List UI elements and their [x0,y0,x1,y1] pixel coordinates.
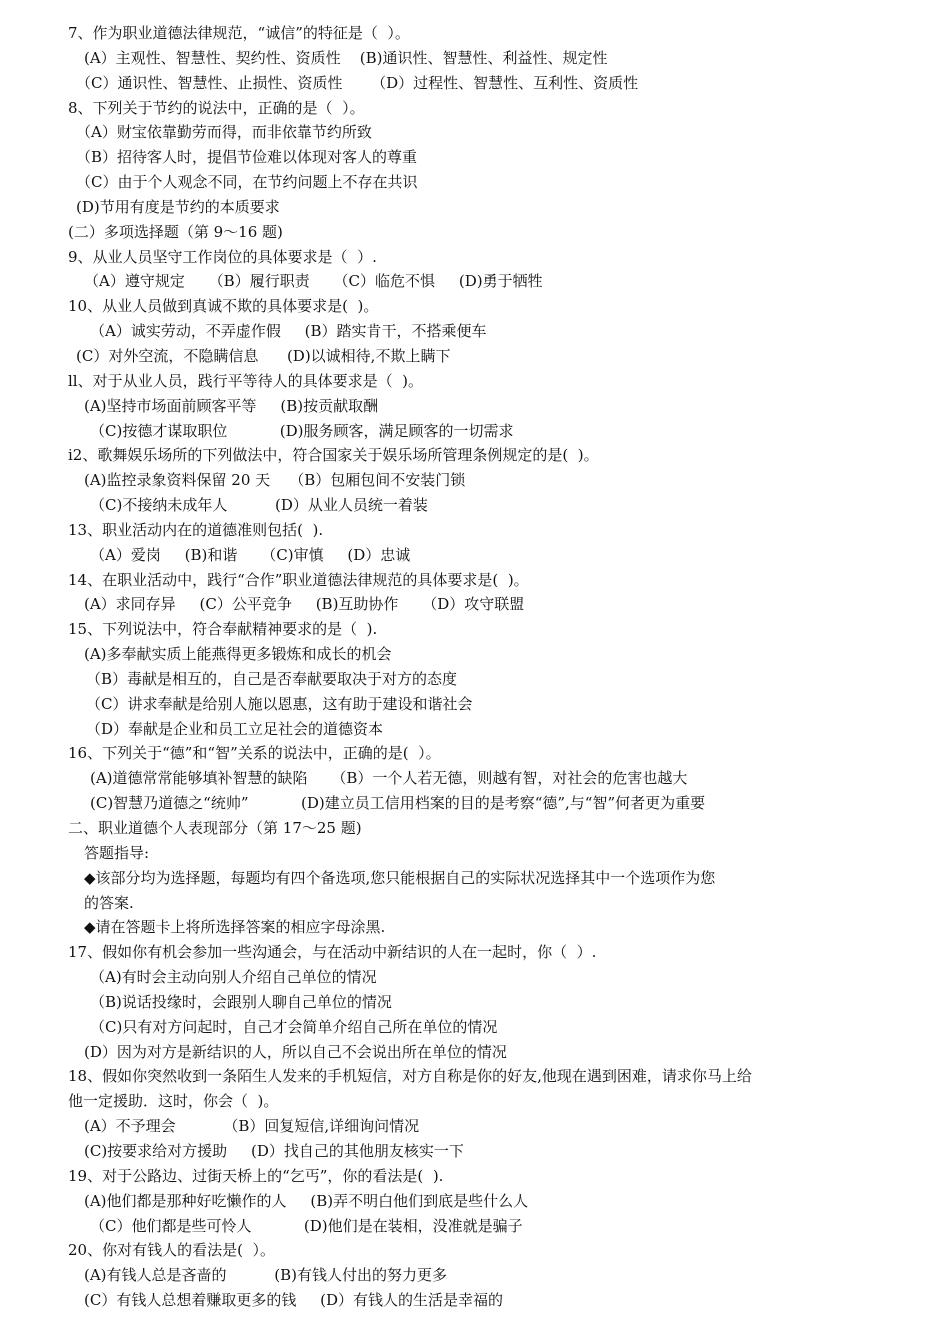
question-12: i2、歌舞娱乐场所的下列做法中，符合国家关于娱乐场所管理条例规定的是( )。 [68,446,599,465]
question-17-option-b: （B)说话投缘时，会跟别人聊自己单位的情况 [90,992,392,1011]
question-8-option-c: （C）由于个人观念不同，在节约问题上不存在共识 [76,173,418,192]
question-9-options: （A）遵守规定 （B）履行职责 （C）临危不惧 (D)勇于牺牲 [84,272,543,291]
question-17-option-d: (D）因为对方是新结识的人，所以自己不会说出所在单位的情况 [84,1042,507,1061]
question-19: 19、对于公路边、过街天桥上的“乞丐”，你的看法是( ). [68,1166,444,1185]
question-20-options-ab: (A)有钱人总是吝啬的 (B)有钱人付出的努力更多 [84,1266,447,1285]
question-17-option-c: （C)只有对方问起时，自己才会简单介绍自己所在单位的情况 [90,1017,498,1036]
question-18-options-ab: (A）不予理会 （B）回复短信,详细询问情况 [84,1117,420,1136]
question-11: ll、对于从业人员，践行平等待人的具体要求是（ )。 [68,371,423,390]
question-13: 13、职业活动内在的道德准则包括( ). [68,520,324,539]
question-15: 15、下列说法中，符合奉献精神要求的是（ ). [68,620,378,639]
question-8-option-a: （A）财宝依靠勤劳而得，而非依靠节约所致 [76,123,372,142]
question-13-options: （A）爱岗 (B)和谐 （C)审慎 (D）忠诚 [90,545,411,564]
question-18: 18、假如你突然收到一条陌生人发来的手机短信，对方自称是你的好友,他现在遇到困难，请求你马上给 [68,1067,752,1086]
question-19-options-ab: (A)他们都是那种好吃懒作的人 (B)弄不明白他们到底是些什么人 [84,1191,529,1210]
question-14: 14、在职业活动中，践行“合作”职业道德法律规范的具体要求是( )。 [68,570,529,589]
question-11-options-ab: (A)坚持市场面前顾客平等 (B)按贡献取酬 [84,396,379,415]
question-10-options-cd: (C）对外空流，不隐瞒信息 (D)以诚相待,不欺上瞒下 [76,346,451,365]
question-9: 9、从业人员坚守工作岗位的具体要求是（ ）. [68,247,377,266]
question-17-option-a: （A)有时会主动向别人介绍自己单位的情况 [90,968,377,987]
question-7-options-cd: （C）通识性、智慧性、止损性、资质性 （D）过程性、智慧性、互利性、资质性 [76,73,639,92]
question-15-option-b: （B）毒献是相互的，自己是否奉献要取决于对方的态度 [86,669,458,688]
section-personal-performance-heading: 二、职业道德个人表现部分（第 17～25 题) [68,819,362,837]
question-11-options-cd: （C)按德才谋取职位 (D)服务顾客，满足顾客的一切需求 [90,421,514,440]
question-12-options-cd: （C)不接纳未成年人 (D）从业人员统一着装 [90,496,428,515]
question-15-option-d: （D）奉献是企业和员工立足社会的道德资本 [86,719,384,738]
question-8-option-b: （B）招待客人时，提倡节俭难以体现对客人的尊重 [76,148,418,167]
question-18-continued: 他一定援助．这时，你会（ )。 [68,1092,279,1111]
question-10: 10、从业人员做到真诚不欺的具体要求是( )。 [68,297,379,316]
question-17: 17、假如你有机会参加一些沟通会，与在活动中新结识的人在一起时，你（ ）. [68,943,597,962]
question-16: 16、下列关于“德”和“智”关系的说法中，正确的是( ）。 [68,744,441,763]
answer-guide-item-1-continued: 的答案. [84,893,134,912]
question-18-options-cd: (C)按要求给对方援助 (D）找自己的其他朋友核实一下 [84,1141,464,1160]
answer-guide-item-1: ◆该部分均为选择题，每题均有四个备选项,您只能根据自己的实际状况选择其中一个选项作为您 [84,868,716,887]
question-20-options-cd: (C）有钱人总想着赚取更多的钱 (D）有钱人的生活是幸福的 [84,1291,504,1310]
question-14-options: (A）求同存异 (C）公平竞争 (B)互助协作 （D）攻守联盟 [84,595,525,614]
answer-guide-label: 答题指导: [84,843,150,862]
question-7: 7、作为职业道德法律规范，“诚信”的特征是（ ）。 [68,24,410,42]
exam-document [0,21,950,1313]
question-19-options-cd: （C）他们都是些可怜人 (D)他们是在装相，没准就是骗子 [90,1216,523,1235]
answer-guide-item-2: ◆请在答题卡上将所选择答案的相应字母涂黑. [84,918,386,937]
question-12-options-ab: (A)监控录象资料保留 20 天 （B）包厢包间不安装门锁 [84,471,466,490]
question-15-option-a: (A)多奉献实质上能燕得更多锻炼和成长的机会 [84,645,392,664]
section-multiple-choice-heading: (二）多项选择题（第 9～16 题) [68,222,283,241]
question-20: 20、你对有钱人的看法是( ）。 [68,1241,275,1260]
question-8-option-d: (D)节用有度是节约的本质要求 [76,197,280,216]
question-16-options-ab: (A)道德常常能够填补智慧的缺陷 （B）一个人若无德，则越有智，对社会的危害也越大 [90,769,688,788]
question-16-options-cd: (C)智慧乃道德之“统帅” (D)建立员工信用档案的目的是考察“德”,与“智”何者更为重要 [90,794,706,813]
question-10-options-ab: （A）诚实劳动，不弄虚作假 (B）踏实肯干，不搭乘便车 [90,322,487,341]
question-8: 8、下列关于节约的说法中，正确的是（ ）。 [68,98,365,117]
question-15-option-c: （C）讲求奉献是给别人施以恩惠，这有助于建设和谐社会 [86,694,473,713]
question-7-options-ab: (A）主观性、智慧性、契约性、资质性 (B)通识性、智慧性、利益性、规定性 [84,48,608,67]
